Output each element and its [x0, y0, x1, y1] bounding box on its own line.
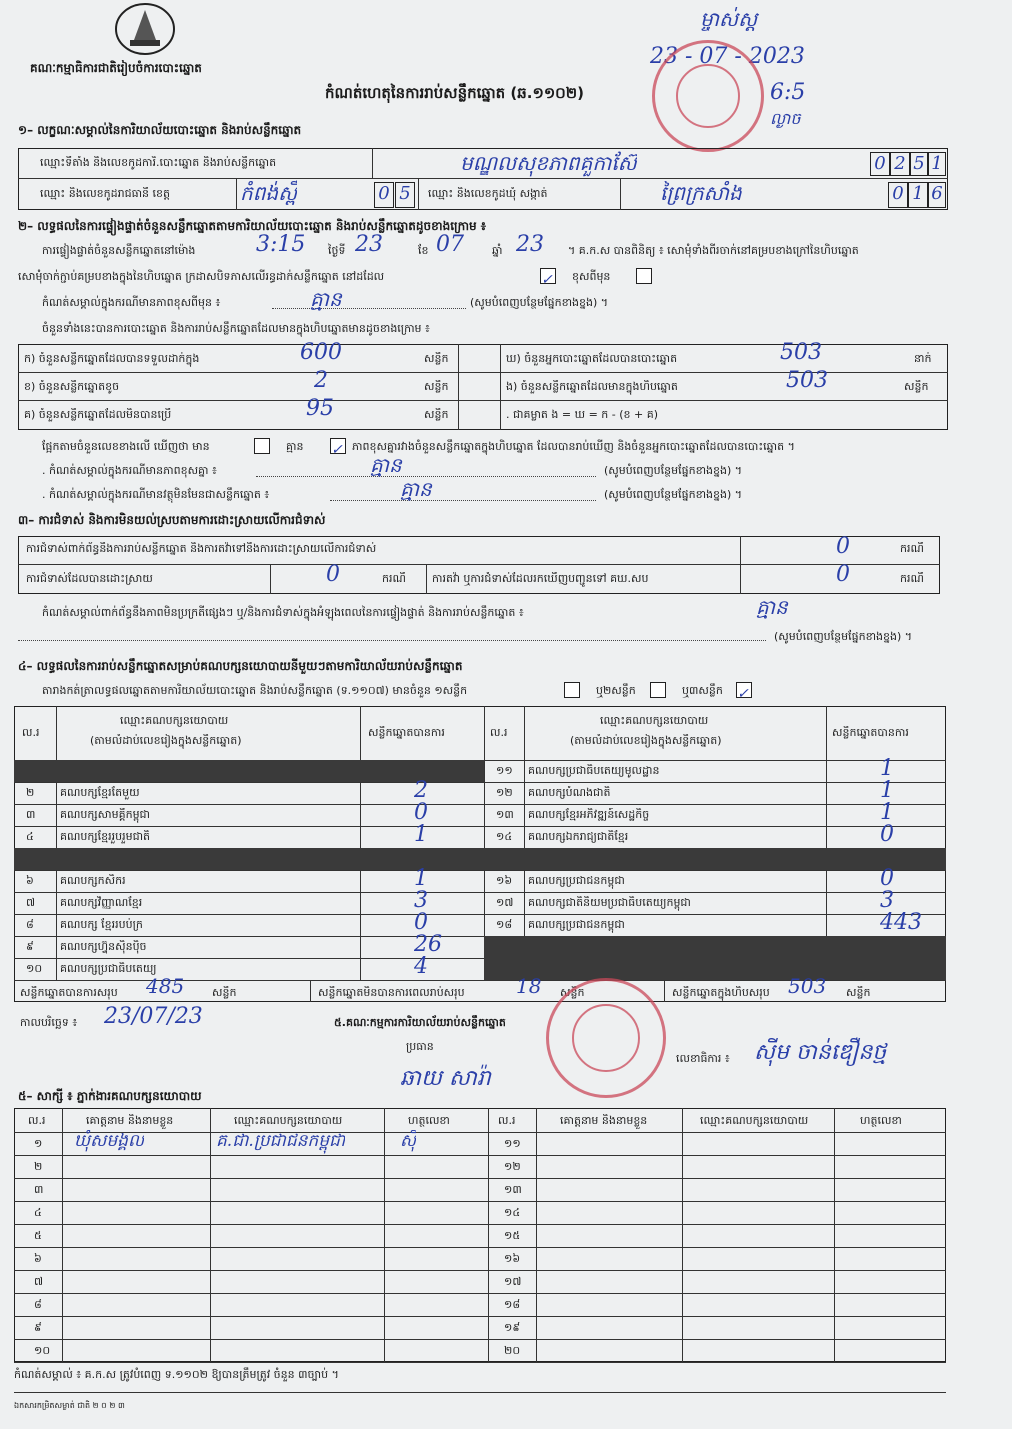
party-row-name: គណបក្សឯករាជ្យជាតិខ្មែរ [528, 830, 629, 843]
s2-line1e: ។ គ.ក.ស បានពិនិត្យ ៖ សោមុំទាំងពីរចាក់នៅគម្របខាងក្រៅនៃហិបឆ្នោត [568, 244, 859, 257]
item-d-value: 503 [780, 340, 822, 365]
section2-title: ២– លទ្ធផលនៃការផ្ទៀងផ្ទាត់ចំនួនសន្លឹកឆ្នោតតាមការិយាល័យបោះឆ្នោត និងរាប់សន្លឹកឆ្នោតដូចខាងក្រោម ៖ [18, 219, 487, 233]
col-party-sub-right: (តាមលំដាប់លេខរៀងក្នុងសន្លឹកឆ្នោត) [570, 734, 722, 747]
objection-row2-value: 0 [326, 562, 340, 587]
total-box-value: 503 [788, 974, 827, 998]
changed-checkbox[interactable] [636, 268, 652, 284]
party-row-name: គណបក្សខ្មែររួបរួមជាតិ [60, 830, 151, 843]
witness-row-no: ៤ [34, 1206, 42, 1219]
note1-hw: គ្មាន [370, 453, 402, 477]
witness-row-no: ១៦ [504, 1252, 521, 1265]
objection-row2b-value: 0 [836, 562, 850, 587]
org-name: គណៈកម្មាធិការជាតិរៀបចំការបោះឆ្នោត [30, 61, 202, 75]
s2-line3-hw: គ្មាន [310, 287, 342, 311]
top-note: ល្ងាច [770, 109, 801, 128]
party-row-name: គណបក្សជាតិនិយមប្រជាធិបតេយ្យកម្ពុជា [528, 896, 691, 909]
section5-title: ៥– សាក្សី ៖ ភ្នាក់ងារគណបក្សនយោបាយ [18, 1089, 202, 1103]
s3-note: កំណត់សម្គាល់ពាក់ព័ន្ធនឹងភាពមិនប្រក្រតីផ្សេងៗ ឬ/និងការជំទាស់ក្នុងអំឡុងពេលនៃការផ្ទៀងផ្ទាត់ និងការរាប់សន្លឹកឆ្នោត ៖ [42, 606, 524, 619]
top-signature: ម្ចាស់ស្ត [700, 7, 758, 31]
commune-code-1: 0 [888, 182, 908, 208]
party-row-name: គណបក្សខ្មែរអភិវឌ្ឍន៍សេដ្ឋកិច្ច [528, 808, 650, 821]
secretary-label: លេខាធិការ ៖ [676, 1052, 730, 1065]
party-row-votes: 0 [414, 910, 428, 935]
compare-c: ភាពខុសគ្នារវាងចំនួនសន្លឹកឆ្នោតក្នុងហិបឆ្នោត ដែលបានរាប់ឃើញ និងចំនួនអ្នកបោះឆ្នោតដែលបានបោះឆ្នោត ។ [352, 440, 795, 453]
party-row-name: គណបក្សប្រជាធិបតេយ្យមូលដ្ឋាន [528, 764, 660, 777]
item-d-unit: នាក់ [914, 352, 932, 365]
sheet-3-checkbox[interactable]: ✓ [736, 682, 752, 698]
witness-row-no: ៣ [34, 1183, 44, 1196]
station-code-3: 5 [910, 152, 928, 176]
chair-label: ប្រធាន [406, 1040, 434, 1053]
objection-row1-value: 0 [836, 534, 850, 559]
party-row-votes: 2 [414, 778, 428, 803]
witness-row-no: ១១ [504, 1137, 521, 1150]
witness-row-no: ៦ [34, 1252, 42, 1265]
item-c-unit: សន្លឹក [424, 408, 449, 421]
footer-tiny: ឯកសារកម្រិតសម្ងាត់ ជាតិ ២ ០ ២ ៣ [14, 1401, 125, 1410]
commune-code-3: 6 [928, 182, 946, 208]
item-e-label: ង) ចំនួនសន្លឹកឆ្នោតដែលមានក្នុងហិបឆ្នោត [506, 380, 678, 393]
s4-sub: តារាងកត់ត្រាលទ្ធផលឆ្នោតតាមការិយាល័យបោះឆ្នោត និងរាប់សន្លឹកឆ្នោត (ទ.១១០៧) មានចំនួន ១សន្លឹក [42, 684, 468, 697]
objection-row2b-label: ការតវ៉ា ឬការជំទាស់ដែលរកឃើញបញ្ជូនទៅ គឃ.សប [432, 572, 649, 585]
total-valid-unit: សន្លឹក [212, 986, 237, 999]
col-party-right: ឈ្មោះគណបក្សនយោបាយ [600, 714, 709, 727]
w-col-party-left: ឈ្មោះគណបក្សនយោបាយ [234, 1114, 343, 1127]
s2-hw-month: 07 [436, 232, 464, 257]
w-col-no-right: ល.រ [498, 1114, 516, 1127]
party-row-votes: 443 [880, 910, 922, 935]
item-b-value: 2 [314, 368, 328, 393]
party-row-votes: 0 [414, 800, 428, 825]
chair-signature: ឆាយ សារ៉ា [400, 1066, 491, 1091]
province-label: ឈ្មោះ និងលេខកូដរាជធានី ខេត្ត [40, 187, 170, 200]
section3-title: ៣– ការជំទាស់ និងការមិនយល់ស្របតាមការដោះស្រាយលើការជំទាស់ [18, 513, 326, 527]
party-row-name: គណបក្សប្រជាជនកម្ពុជា [528, 918, 625, 931]
s2-line1b: ថ្ងៃទី [328, 244, 346, 257]
party-row-votes: 1 [880, 778, 894, 803]
party-row-name: គណបក្សបំណងជាតិ [528, 786, 611, 799]
commune-code-2: 1 [908, 182, 928, 208]
col-no-left: ល.រ [22, 726, 40, 739]
witness-row-no: ១៧ [504, 1275, 522, 1288]
item-c-label: គ) ចំនួនសន្លឹកឆ្នោតដែលមិនបានប្រើ [24, 408, 172, 421]
item-c-value: 95 [306, 396, 334, 421]
station-code-1: 0 [870, 152, 890, 176]
w-col-no-left: ល.រ [28, 1114, 46, 1127]
party-row-no: ៧ [26, 896, 36, 909]
party-row-no: ៦ [26, 874, 34, 887]
item-f-label: . ជាគម្លាត ង = ឃ = ក - (ខ + គ) [506, 408, 658, 421]
witness-row-no: ១៨ [504, 1298, 521, 1311]
s2-line1a: ការផ្ទៀងផ្ទាត់ចំនួនសន្លឹកឆ្នោតនៅម៉ោង [42, 244, 196, 257]
party-row-no: ៩ [26, 940, 34, 953]
footer-note: កំណត់សម្គាល់ ៖ គ.ក.ស ត្រូវបំពេញ ទ.១១០២ ឱ្យបានត្រឹមត្រូវ ចំនួន ៣ច្បាប់ ។ [14, 1368, 339, 1381]
s2-fill-hint: (សូមបំពេញបន្ថែមផ្នែកខាងខ្នង) ។ [470, 296, 609, 309]
station-label: ឈ្មោះទីតាំង និងលេខកូដការិ.បោះឆ្នោត និងរាប់សន្លឹកឆ្នោត [40, 156, 277, 169]
s4-sub-c: ឬ៣សន្លឹក [682, 684, 723, 697]
party-row-no: ៤ [26, 830, 34, 843]
w-col-name-right: គោត្តនាម និងនាមខ្លួន [560, 1114, 648, 1127]
w-col-name-left: គោត្តនាម និងនាមខ្លួន [86, 1114, 174, 1127]
item-d-label: ឃ) ចំនួនអ្នកបោះឆ្នោតដែលបានបោះឆ្នោត [506, 352, 678, 365]
witness1-party: គ.ជា.ប្រជាជនកម្ពុជា [216, 1131, 346, 1151]
witness-row-no: ១ [34, 1137, 43, 1150]
party-row-no: ២ [26, 786, 35, 799]
party-row-votes: 0 [880, 822, 894, 847]
difference-no-checkbox[interactable]: ✓ [330, 438, 346, 454]
emblem-logo [114, 2, 176, 56]
top-date: 23 - 07 - 2023 [650, 44, 805, 69]
date-label: កាលបរិច្ឆេទ ៖ [20, 1016, 78, 1029]
note1: . កំណត់សម្គាល់ក្នុងករណីមានភាពខុសគ្នា ៖ [42, 464, 217, 477]
party-row-no: ១៧ [496, 896, 514, 909]
party-row-no: ១១ [496, 764, 513, 777]
s2-hw-year: 23 [516, 232, 544, 257]
party-row-no: ៣ [26, 808, 36, 821]
official-stamp-bottom-inner [572, 1004, 640, 1072]
note2-hw: គ្មាន [400, 477, 432, 501]
party-row-votes: 4 [414, 954, 428, 979]
total-invalid-unit: សន្លឹក [560, 986, 585, 999]
date-hw: 23/07/23 [104, 1004, 203, 1029]
objection-row1-label: ការជំទាស់ពាក់ព័ន្ធនឹងការរាប់សន្លឹកឆ្នោត និងការតវ៉ាទៅនឹងការដោះស្រាយលើការជំទាស់ [26, 542, 377, 555]
commune-value: ព្រៃក្រសាំង [660, 181, 742, 205]
item-e-unit: សន្លឹក [904, 380, 929, 393]
witness-row-no: ៩ [34, 1321, 42, 1334]
item-a-label: ក) ចំនួនសន្លឹកឆ្នោតដែលបានទទួលដាក់ក្នុង [24, 352, 200, 365]
committee-label: ៥.គណៈកម្មការការិយាល័យរាប់សន្លឹកឆ្នោត [334, 1016, 506, 1029]
province-code-1: 0 [374, 182, 394, 208]
sheet-1-checkbox[interactable] [564, 682, 580, 698]
s2-line1d: ឆ្នាំ [492, 244, 503, 257]
station-code-2: 2 [890, 152, 910, 176]
party-row-name: គណបក្សប្រជាធិបតេយ្យ [60, 962, 157, 975]
w-col-party-right: ឈ្មោះគណបក្សនយោបាយ [700, 1114, 809, 1127]
party-row-name: គណបក្សវិញ្ញាណខ្មែរ [60, 896, 143, 909]
note2-hint: (សូមបំពេញបន្ថែមផ្នែកខាងខ្នង) ។ [604, 488, 743, 501]
total-invalid-value: 18 [516, 974, 542, 998]
witness1-name: ឃុំសមង្គល [74, 1131, 145, 1151]
party-row-right-blank [484, 958, 946, 980]
party-row-no: ៨ [26, 918, 34, 931]
witness-table [14, 1108, 946, 1362]
party-row-no: ១៨ [496, 918, 513, 931]
secretary-signature: ស៊ីម ចាន់ឌឿនថ្ម [754, 1040, 887, 1065]
party-row-no: ១៦ [496, 874, 513, 887]
witness-row-no: ៥ [34, 1229, 42, 1242]
witness-row-no: ៨ [34, 1298, 42, 1311]
s2-line4: ចំនួនទាំងនេះបានការបោះឆ្នោត និងការរាប់សន្លឹកឆ្នោតដែលមានក្នុងហិបឆ្នោតមានដូចខាងក្រោម ៖ [42, 322, 430, 335]
compare-line: ផ្អែកតាមចំនួនលេខខាងលើ ឃើញថា មាន [42, 440, 210, 453]
section1-title: ១– លក្ខណៈសម្គាល់នៃការិយាល័យបោះឆ្នោត និងរាប់សន្លឹកឆ្នោត [18, 123, 302, 137]
witness-row-no: ១៥ [504, 1229, 521, 1242]
unchanged-checkbox[interactable]: ✓ [540, 268, 556, 284]
sheet-2-checkbox[interactable] [650, 682, 666, 698]
party-row-no: ១៣ [496, 808, 514, 821]
party-row-name: គណបក្សកសិករ [60, 874, 126, 887]
party-row-votes: 1 [414, 866, 428, 891]
form-title: កំណត់ហេតុនៃការរាប់សន្លឹកឆ្នោត (ឆ.១១០២) [325, 84, 585, 102]
station-value: មណ្ឌលសុខភាពគួកាស៊ែ [460, 151, 637, 175]
witness-row-no: ១៣ [504, 1183, 522, 1196]
party-row-name: គណបក្សសាមគ្គីកម្ពុជា [60, 808, 151, 821]
province-code-2: 5 [395, 182, 415, 208]
witness-row-no: ២០ [504, 1344, 521, 1357]
witness-row-no: ១២ [504, 1160, 521, 1173]
official-stamp-top-inner [676, 64, 740, 128]
party-row-votes: 26 [414, 932, 442, 957]
item-a-unit: សន្លឹក [424, 352, 449, 365]
total-valid-value: 485 [146, 974, 185, 998]
s2-line1c: ខែ [418, 244, 429, 257]
party-row-name: គណបក្សខ្មែរតែមួយ [60, 786, 140, 799]
s2-line2: សោមុំចាក់ក្ជាប់គម្របខាងក្នុងនៃហិបឆ្នោត ក្រដាសបិទភាសលើរន្ធដាក់សន្លឹកឆ្នោត នៅដដែល [18, 270, 385, 283]
total-invalid-label: សន្លឹកឆ្នោតមិនបានការពេលរាប់សរុប [318, 986, 465, 999]
party-row-right-blank [484, 936, 946, 958]
item-a-value: 600 [300, 340, 342, 365]
commune-label: ឈ្មោះ និងលេខកូដឃុំ សង្កាត់ [428, 187, 548, 200]
party-row-votes: 3 [880, 888, 894, 913]
item-b-unit: សន្លឹក [424, 380, 449, 393]
top-time: 6:5 [770, 80, 806, 105]
witness-row-no: ២ [34, 1160, 43, 1173]
witness-row-no: ៧ [34, 1275, 44, 1288]
item-e-value: 503 [786, 368, 828, 393]
province-value: កំពង់ស្ពឺ [240, 181, 298, 205]
party-row-votes: 3 [414, 888, 428, 913]
party-row-votes: 1 [880, 800, 894, 825]
party-row-votes: 1 [414, 822, 428, 847]
item-b-label: ខ) ចំនួនសន្លឹកឆ្នោតខូច [24, 380, 120, 393]
col-party-sub-left: (តាមលំដាប់លេខរៀងក្នុងសន្លឹកឆ្នោត) [90, 734, 242, 747]
total-valid-label: សន្លឹកឆ្នោតបានការសរុប [20, 986, 118, 999]
witness-row-no: ១០ [34, 1344, 51, 1357]
s3-note-hw: គ្មាន [756, 595, 788, 619]
s4-sub-b: ឬ២សន្លឹក [596, 684, 636, 697]
objection-row2b-unit: ករណី [900, 572, 924, 585]
objection-row1-unit: ករណី [900, 542, 924, 555]
w-col-sign-left: ហត្ថលេខា [408, 1114, 450, 1127]
s2-line2b: ខុសពីមុន [572, 270, 611, 283]
party-row-votes: 0 [880, 866, 894, 891]
note1-hint: (សូមបំពេញបន្ថែមផ្នែកខាងខ្នង) ។ [604, 464, 743, 477]
witness-row-no: ១៤ [504, 1206, 521, 1219]
total-box-unit: សន្លឹក [846, 986, 871, 999]
party-row-votes: 1 [880, 756, 894, 781]
difference-yes-checkbox[interactable] [254, 438, 270, 454]
compare-b: គ្មាន [286, 440, 304, 453]
party-row-no: ១៤ [496, 830, 513, 843]
total-box-label: សន្លឹកឆ្នោតក្នុងហិបសរុប [672, 986, 770, 999]
section4-title: ៤– លទ្ធផលនៃការរាប់សន្លឹកឆ្នោតសម្រាប់គណបក្សនយោបាយនីមួយៗតាមការិយាល័យរាប់សន្លឹកឆ្នោត [18, 659, 463, 673]
w-col-sign-right: ហត្ថលេខា [860, 1114, 902, 1127]
note2: . កំណត់សម្គាល់ក្នុងករណីមានវត្ថុមិនមែនជាសន្លឹកឆ្នោត ៖ [42, 488, 270, 501]
col-no-right: ល.រ [490, 726, 508, 739]
col-votes-right: សន្លឹកឆ្នោតបានការ [832, 726, 909, 739]
col-party-left: ឈ្មោះគណបក្សនយោបាយ [120, 714, 229, 727]
party-row-no: ១០ [26, 962, 43, 975]
witness1-signature: ស៊ី [400, 1131, 417, 1151]
objection-row2-label: ការជំទាស់ដែលបានដោះស្រាយ [26, 572, 153, 585]
s2-hw-day: 23 [355, 232, 383, 257]
station-code-4: 1 [928, 152, 946, 176]
col-votes-left: សន្លឹកឆ្នោតបានការ [368, 726, 445, 739]
witness-row-no: ១៩ [504, 1321, 521, 1334]
s2-hw-time: 3:15 [256, 232, 306, 257]
party-row-no: ១២ [496, 786, 513, 799]
party-row-name: គណបក្ស ខ្មែររបប់ក្រ [60, 918, 143, 931]
s2-line3: កំណត់សម្គាល់ក្នុងករណីមានភាពខុសពីមុន ៖ [42, 296, 221, 309]
s3-hint: (សូមបំពេញបន្ថែមផ្នែកខាងខ្នង) ។ [774, 630, 913, 643]
party-row-name: គណបក្សប្រជាជនកម្ពុជា [528, 874, 625, 887]
party-row-name: គណបក្សហ្វ៊ុនស៊ិនប៉ិច [60, 940, 147, 953]
objection-row2-unit: ករណី [382, 572, 406, 585]
party-row-right-blank [484, 848, 946, 870]
